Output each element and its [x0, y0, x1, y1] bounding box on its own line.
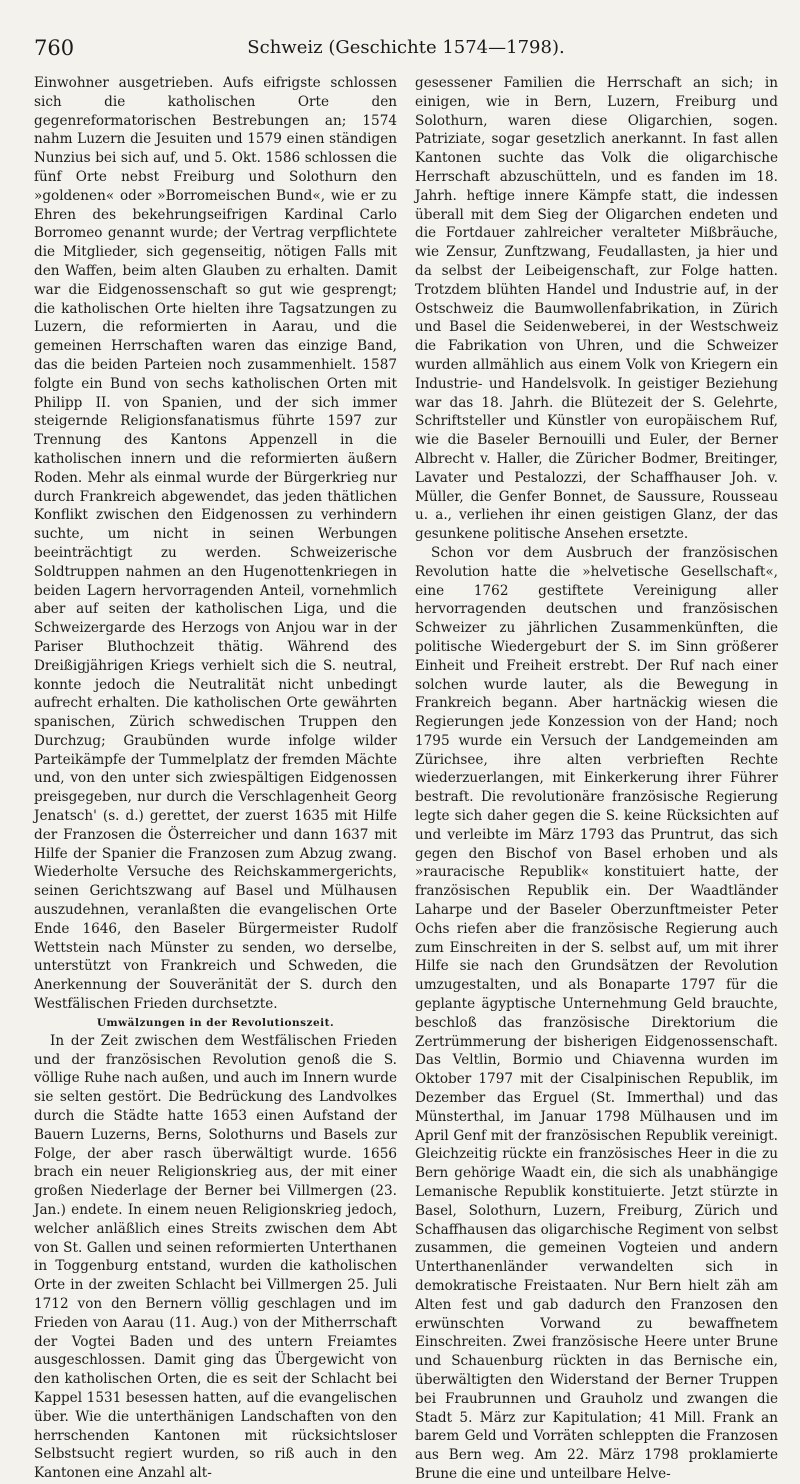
- page-number: 760: [34, 36, 75, 60]
- section-subheading: Umwälzungen in der Revolutionszeit.: [96, 1016, 335, 1029]
- left-column: [34, 74, 397, 1484]
- paragraph: Schon vor dem Ausbruch der französischen Revolution hatte die »helvetische Gesellschaft«, eine 1762 gestiftete Vereinigung aller hervorragenden deutschen und französischen Schweizer zu jährlichen Zusammenkünften, die politische Wiedergeburt der S. im Sinn größerer Einheit und Freiheit erstrebt. Der Ruf nach einer solchen wurde lauter, als die Bewegung in Frankreich begann. Aber hartnäckig wiesen die Regierungen jede Konzession von der Hand; noch 1795 wurde ein Versuch der Landgemeinden am Zürichsee, ihre alten verbrieften Rechte wiederzuerlangen, mit Einkerkerung ihrer Führer bestraft. Die revolutionäre französische Regierung legte sich daher gegen die S. keine Rücksichten auf und verleibte im März 1793 das Pruntrut, das sich gegen den Bischof von Basel erhoben und als »rauracische Republik« konstituiert hatte, der französischen Republik ein. Der Waadtländer Laharpe und der Baseler Oberzunftmeister Peter Ochs riefen aber die französische Regierung auch zum Einschreiten in der S. selbst auf, um mit ihrer Hilfe sie nach den Grundsätzen der Revolution umzugestalten, und als Bonaparte 1797 für die geplante ägyptische Unternehmung Geld brauchte, beschloß das französische Direktorium die Zertrümmerung der bisherigen Eidgenossenschaft. Das Veltlin, Bormio und Chiavenna wurden im Oktober 1797 mit der Cisalpinischen Republik, im Dezember das Erguel (St. Immerthal) und das Münsterthal, im Januar 1798 Mülhausen und im April Genf mit der französischen Republik vereinigt. Gleichzeitig rückte ein französisches Heer in die zu Bern gehörige Waadt ein, die sich als unabhängige Lemanische Republik konstituierte. Jetzt stürzte in Basel, Solothurn, Luzern, Freiburg, Zürich und Schaffhausen das oligarchische Regiment von selbst zusammen, die gemeinen Vogteien und andern Unterthanenländer verwandelten sich in demokratische Freistaaten. Nur Bern hielt zäh am Alten fest und gab dadurch den Franzosen den erwünschten Vorwand zu bewaffnetem Einschreiten. Zwei französische Heere unter Brune und Schauenburg rückten in das Bernische ein, überwältigten den Widerstand der Berner Truppen bei Fraubrunnen und Grauholz und zwangen die Stadt 5. März zur Kapitulation; 41 Mill. Frank an barem Geld und Vorräten schleppten die Franzosen aus Bern weg. Am 22. März 1798 proklamierte Brune die eine und unteilbare Helve-: [415, 544, 778, 1482]
- paragraph: Einwohner ausgetrieben. Aufs eifrigste schlossen sich die katholischen Orte den gegenreformatorischen Bestrebungen an; 1574 nahm Luzern die Jesuiten und 1579 einen ständigen Nunzius bei sich auf, und 5. Okt. 1586 schlossen die fünf Orte nebst Freiburg und Solothurn den »goldenen« oder »Borromeischen Bund«, wie er zu Ehren des bekehrungseifrigen Kardinal Carlo Borromeo genannt wurde; der Vertrag verpflichtete die Mitglieder, sich gegenseitig, nötigen Falls mit den Waffen, beim alten Glauben zu erhalten. Damit war die Eidgenossenschaft so gut wie gesprengt; die katholischen Orte hielten ihre Tagsatzungen zu Luzern, die reformierten in Aarau, und die gemeinen Herrschaften waren das einzige Band, das die beiden Parteien noch zusammenhielt. 1587 folgte ein Bund von sechs katholischen Orten mit Philipp II. von Spanien, und der sich immer steigernde Religionsfanatismus führte 1597 zur Trennung des Kantons Appenzell in die katholischen innern und die reformierten äußern Roden. Mehr als einmal wurde der Bürgerkrieg nur durch Frankreich abgewendet, das jeden thätlichen Konflikt zwischen den Eidgenossen zu verhindern suchte, um nicht in seinen Werbungen beeinträchtigt zu werden. Schweizerische Soldtruppen nahmen an den Hugenottenkriegen in beiden Lagern hervorragenden Anteil, vornehmlich aber auf seiten der katholischen Liga, und die Schweizergarde des Herzogs von Anjou war in der Pariser Bluthochzeit thätig. Während des Dreißigjährigen Kriegs verhielt sich die S. neutral, konnte jedoch die Neutralität nicht unbedingt aufrecht erhalten. Die katholischen Orte gewährten spanischen, Zürich schwedischen Truppen den Durchzug; Graubünden wurde infolge wilder Parteikämpfe der Tummelplatz der fremden Mächte und, von den unter sich zwiespältigen Eidgenossen preisgegeben, nur durch die Verschlagenheit Georg Jenatsch' (s. d.) gerettet, der zuerst 1635 mit Hilfe der Franzosen die Österreicher und dann 1637 mit Hilfe der Spanier die Franzosen zum Abzug zwang. Wiederholte Versuche des Reichskammergerichts, seinen Gerichtszwang auf Basel und Mülhausen auszudehnen, veranlaßten die evangelischen Orte Ende 1646, den Baseler Bürgermeister Rudolf Wettstein nach Münster zu senden, wo derselbe, unterstützt von Frankreich und Schweden, die Anerkennung der Souveränität der S. durch den Westfälischen Frieden durchsetzte.: [34, 75, 397, 1013]
- right-column: [415, 74, 778, 1484]
- running-title: Schweiz (Geschichte 1574—1798).: [247, 37, 565, 58]
- text-columns: [34, 74, 778, 1484]
- paragraph: In der Zeit zwischen dem Westfälischen Frieden und der französischen Revolution genoß die S. völlige Ruhe nach außen, und auch im Innern wurde sie selten gestört. Die Bedrückung des Landvolkes durch die Städte hatte 1653 einen Aufstand der Bauern Luzerns, Berns, Solothurns und Basels zur Folge, der aber rasch überwältigt wurde. 1656 brach ein neuer Religionskrieg aus, der mit einer großen Niederlage der Berner bei Villmergen (23. Jan.) endete. In einem neuen Religionskrieg jedoch, welcher anläßlich eines Streits zwischen dem Abt von St. Gallen und seinen reformierten Unterthanen in Toggenburg entstand, wurden die katholischen Orte in der zweiten Schlacht bei Villmergen 25. Juli 1712 von den Bernern völlig geschlagen und im Frieden von Aarau (11. Aug.) von der Mitherrschaft der Vogtei Baden und des untern Freiamtes ausgeschlossen. Damit ging das Übergewicht von den katholischen Orten, die es seit der Schlacht bei Kappel 1531 besessen hatten, auf die evangelischen über. Wie die unterthänigen Landschaften von den herrschenden Kantonen mit rücksichtsloser Selbstsucht regiert wurden, so riß auch in den Kantonen eine Anzahl alt-: [34, 1032, 397, 1482]
- page-header: [34, 0, 778, 62]
- paragraph: gesessener Familien die Herrschaft an sich; in einigen, wie in Bern, Luzern, Freiburg und Solothurn, waren diese Oligarchien, sogen. Patriziate, sogar gesetzlich anerkannt. In fast allen Kantonen suchte das Volk die oligarchische Herrschaft abzuschütteln, und es fanden im 18. Jahrh. heftige innere Kämpfe statt, die indessen überall mit dem Sieg der Oligarchen endeten und die Fortdauer zahlreicher veralteter Mißbräuche, wie Zensur, Zunftzwang, Feudallasten, ja hier und da selbst der Leibeigenschaft, zur Folge hatten. Trotzdem blühten Handel und Industrie auf, in der Ostschweiz die Baumwollenfabrikation, in Zürich und Basel die Seidenweberei, in der Westschweiz die Fabrikation von Uhren, und die Schweizer wurden allmählich aus einem Volk von Kriegern ein Industrie- und Handelsvolk. In geistiger Beziehung war das 18. Jahrh. die Blütezeit der S. Gelehrte, Schriftsteller und Künstler von europäischem Ruf, wie die Baseler Bernouilli und Euler, der Berner Albrecht v. Haller, die Züricher Bodmer, Breitinger, Lavater und Pestalozzi, der Schaffhauser Joh. v. Müller, die Genfer Bonnet, de Saussure, Rousseau u. a., verliehen ihr einen geistigen Glanz, der das gesunkene politische Ansehen ersetzte.: [415, 75, 778, 543]
